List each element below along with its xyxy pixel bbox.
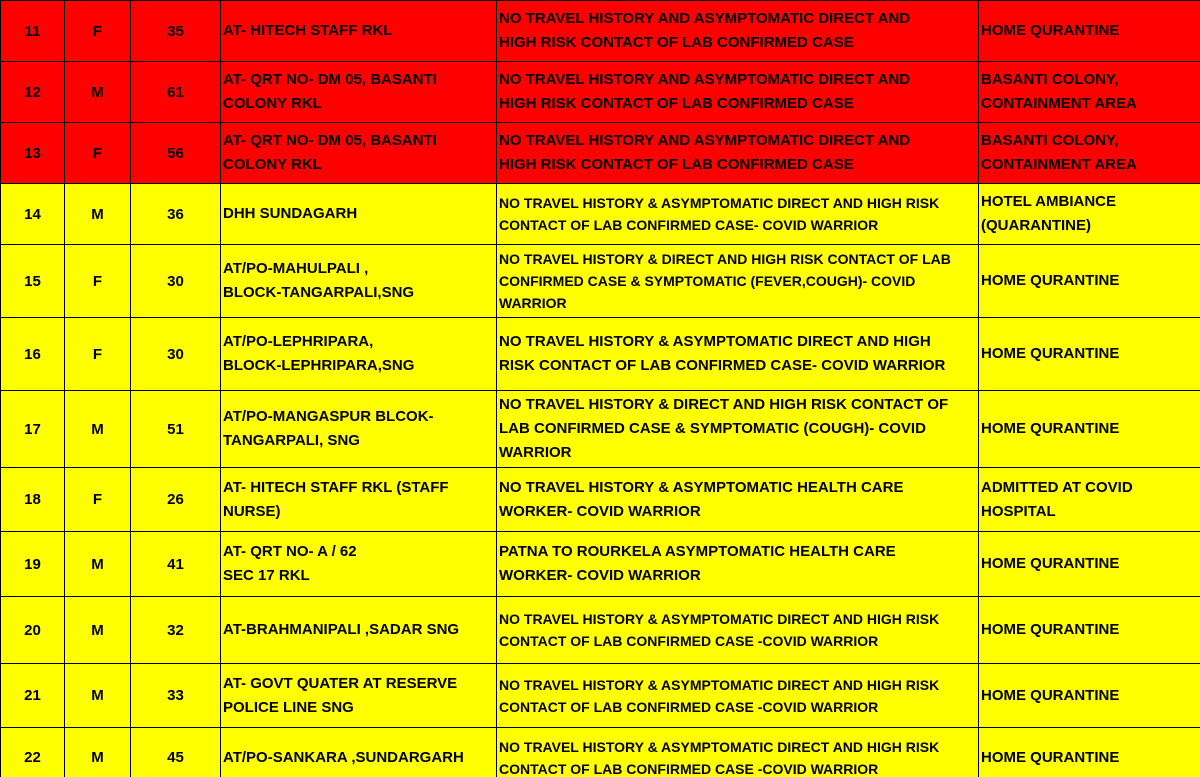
history-cell bbox=[497, 62, 979, 123]
age-cell: 56 bbox=[131, 123, 221, 184]
status-line: CONTAINMENT AREA bbox=[981, 156, 1137, 173]
sex-cell: M bbox=[65, 728, 131, 777]
history-cell bbox=[497, 468, 979, 532]
history-line: CONFIRMED CASE & SYMPTOMATIC (FEVER,COUGH)- COVID bbox=[499, 273, 916, 289]
age-cell: 36 bbox=[131, 184, 221, 245]
table-row bbox=[1, 184, 1200, 245]
address-cell bbox=[221, 1, 497, 62]
status-line: CONTAINMENT AREA bbox=[981, 95, 1137, 112]
status-cell bbox=[979, 318, 1200, 391]
table-row bbox=[1, 391, 1200, 468]
history-cell bbox=[497, 391, 979, 468]
sex-cell: F bbox=[65, 245, 131, 318]
history-cell bbox=[497, 597, 979, 664]
history-cell bbox=[497, 664, 979, 728]
status-line: (QUARANTINE) bbox=[981, 217, 1091, 234]
address-line: POLICE LINE SNG bbox=[223, 698, 354, 716]
age-cell: 30 bbox=[131, 245, 221, 318]
status-line: HOME QURANTINE bbox=[981, 420, 1120, 437]
address-line: COLONY RKL bbox=[223, 95, 322, 112]
history-line: NO TRAVEL HISTORY AND ASYMPTOMATIC DIRECT AND bbox=[499, 132, 911, 149]
status-line: BASANTI COLONY, bbox=[981, 71, 1119, 88]
address-line: AT- QRT NO- DM 05, BASANTI bbox=[223, 71, 437, 88]
sex-cell: M bbox=[65, 391, 131, 468]
history-cell bbox=[497, 123, 979, 184]
history-line: NO TRAVEL HISTORY & ASYMPTOMATIC DIRECT AND HIGH RISK bbox=[499, 738, 940, 755]
history-line: HIGH RISK CONTACT OF LAB CONFIRMED CASE bbox=[499, 156, 854, 173]
history-line: NO TRAVEL HISTORY AND ASYMPTOMATIC DIRECT AND bbox=[499, 10, 911, 27]
address-line: AT/PO-SANKARA ,SUNDARGARH bbox=[223, 748, 464, 766]
table-row bbox=[1, 123, 1200, 184]
address-line: TANGARPALI, SNG bbox=[223, 432, 360, 449]
table-row bbox=[1, 597, 1200, 664]
status-cell bbox=[979, 532, 1200, 597]
status-cell bbox=[979, 597, 1200, 664]
history-line: NO TRAVEL HISTORY & ASYMPTOMATIC DIRECT AND HIGH RISK bbox=[499, 676, 940, 693]
age-cell: 45 bbox=[131, 728, 221, 777]
address-cell bbox=[221, 62, 497, 123]
age-cell: 26 bbox=[131, 468, 221, 532]
status-line: ADMITTED AT COVID bbox=[981, 478, 1133, 496]
history-line: NO TRAVEL HISTORY & ASYMPTOMATIC HEALTH CARE bbox=[499, 478, 904, 496]
age-cell: 35 bbox=[131, 1, 221, 62]
serial-number-cell: 21 bbox=[1, 664, 65, 728]
address-line: AT/PO-MANGASPUR BLCOK- bbox=[223, 408, 434, 425]
address-cell bbox=[221, 664, 497, 728]
status-line: HOME QURANTINE bbox=[981, 686, 1120, 704]
serial-number-cell: 22 bbox=[1, 728, 65, 777]
status-line: HOTEL AMBIANCE bbox=[981, 193, 1116, 210]
age-cell: 30 bbox=[131, 318, 221, 391]
address-line: DHH SUNDAGARH bbox=[223, 205, 358, 222]
serial-number-cell: 18 bbox=[1, 468, 65, 532]
history-cell bbox=[497, 728, 979, 777]
status-line: BASANTI COLONY, bbox=[981, 132, 1119, 149]
serial-number-cell: 17 bbox=[1, 391, 65, 468]
sex-cell: F bbox=[65, 1, 131, 62]
address-cell bbox=[221, 184, 497, 245]
history-line: NO TRAVEL HISTORY & DIRECT AND HIGH RISK CONTACT OF bbox=[499, 396, 949, 413]
address-line: AT-BRAHMANIPALI ,SADAR SNG bbox=[223, 621, 460, 638]
table-row bbox=[1, 532, 1200, 597]
address-line: SEC 17 RKL bbox=[223, 567, 310, 584]
status-cell bbox=[979, 468, 1200, 532]
address-line: NURSE) bbox=[223, 502, 281, 520]
sex-cell: F bbox=[65, 468, 131, 532]
sex-cell: M bbox=[65, 664, 131, 728]
address-line: AT- HITECH STAFF RKL (STAFF bbox=[223, 478, 449, 496]
status-line: HOME QURANTINE bbox=[981, 345, 1120, 362]
history-line: NO TRAVEL HISTORY & ASYMPTOMATIC DIRECT AND HIGH bbox=[499, 333, 931, 350]
history-line: RISK CONTACT OF LAB CONFIRMED CASE- COVID WARRIOR bbox=[499, 357, 946, 374]
history-cell bbox=[497, 318, 979, 391]
status-line: HOME QURANTINE bbox=[981, 22, 1120, 39]
serial-number-cell: 15 bbox=[1, 245, 65, 318]
address-line: BLOCK-LEPHRIPARA,SNG bbox=[223, 357, 415, 374]
address-line: AT- GOVT QUATER AT RESERVE bbox=[223, 674, 458, 692]
status-line: HOSPITAL bbox=[981, 502, 1056, 520]
history-line: NO TRAVEL HISTORY & ASYMPTOMATIC DIRECT AND HIGH RISK bbox=[499, 611, 940, 627]
history-line: HIGH RISK CONTACT OF LAB CONFIRMED CASE bbox=[499, 34, 854, 51]
history-line: WORKER- COVID WARRIOR bbox=[499, 567, 701, 584]
history-line: WARRIOR bbox=[499, 444, 572, 461]
age-cell: 51 bbox=[131, 391, 221, 468]
table-row bbox=[1, 1, 1200, 62]
status-cell bbox=[979, 664, 1200, 728]
address-line: AT/PO-MAHULPALI , bbox=[223, 260, 369, 277]
address-cell bbox=[221, 123, 497, 184]
address-cell bbox=[221, 728, 497, 777]
address-line: AT/PO-LEPHRIPARA, bbox=[223, 333, 374, 350]
sex-cell: M bbox=[65, 62, 131, 123]
history-line: NO TRAVEL HISTORY & DIRECT AND HIGH RISK CONTACT OF LAB bbox=[499, 251, 951, 267]
status-line: HOME QURANTINE bbox=[981, 555, 1120, 572]
history-line: CONTACT OF LAB CONFIRMED CASE -COVID WARRIOR bbox=[499, 633, 879, 649]
status-cell bbox=[979, 123, 1200, 184]
address-line: BLOCK-TANGARPALI,SNG bbox=[223, 284, 415, 301]
sex-cell: M bbox=[65, 597, 131, 664]
status-line: HOME QURANTINE bbox=[981, 272, 1120, 289]
history-cell bbox=[497, 532, 979, 597]
address-line: AT- QRT NO- DM 05, BASANTI bbox=[223, 132, 437, 149]
age-cell: 33 bbox=[131, 664, 221, 728]
history-line: WARRIOR bbox=[499, 295, 567, 311]
address-cell bbox=[221, 597, 497, 664]
table-row bbox=[1, 318, 1200, 391]
serial-number-cell: 20 bbox=[1, 597, 65, 664]
address-cell bbox=[221, 391, 497, 468]
table-row bbox=[1, 728, 1200, 777]
status-cell bbox=[979, 1, 1200, 62]
status-cell bbox=[979, 62, 1200, 123]
status-line: HOME QURANTINE bbox=[981, 748, 1120, 766]
table-row bbox=[1, 245, 1200, 318]
age-cell: 32 bbox=[131, 597, 221, 664]
address-cell bbox=[221, 245, 497, 318]
sex-cell: M bbox=[65, 532, 131, 597]
status-cell bbox=[979, 391, 1200, 468]
address-cell bbox=[221, 468, 497, 532]
serial-number-cell: 16 bbox=[1, 318, 65, 391]
history-line: CONTACT OF LAB CONFIRMED CASE -COVID WARRIOR bbox=[499, 760, 879, 777]
history-line: CONTACT OF LAB CONFIRMED CASE- COVID WARRIOR bbox=[499, 217, 879, 233]
history-line: CONTACT OF LAB CONFIRMED CASE -COVID WARRIOR bbox=[499, 698, 879, 715]
sex-cell: F bbox=[65, 123, 131, 184]
serial-number-cell: 14 bbox=[1, 184, 65, 245]
history-line: NO TRAVEL HISTORY AND ASYMPTOMATIC DIRECT AND bbox=[499, 71, 911, 88]
status-cell bbox=[979, 245, 1200, 318]
address-line: AT- QRT NO- A / 62 bbox=[223, 543, 357, 560]
history-cell bbox=[497, 1, 979, 62]
address-line: AT- HITECH STAFF RKL bbox=[223, 22, 393, 39]
table-row bbox=[1, 664, 1200, 728]
history-cell bbox=[497, 184, 979, 245]
age-cell: 41 bbox=[131, 532, 221, 597]
status-line: HOME QURANTINE bbox=[981, 621, 1120, 638]
address-cell bbox=[221, 318, 497, 391]
status-cell bbox=[979, 728, 1200, 777]
history-line: HIGH RISK CONTACT OF LAB CONFIRMED CASE bbox=[499, 95, 854, 112]
history-line: WORKER- COVID WARRIOR bbox=[499, 502, 701, 520]
serial-number-cell: 11 bbox=[1, 1, 65, 62]
sex-cell: F bbox=[65, 318, 131, 391]
history-line: NO TRAVEL HISTORY & ASYMPTOMATIC DIRECT AND HIGH RISK bbox=[499, 195, 940, 211]
address-cell bbox=[221, 532, 497, 597]
history-line: LAB CONFIRMED CASE & SYMPTOMATIC (COUGH)- COVID bbox=[499, 420, 926, 437]
history-cell bbox=[497, 245, 979, 318]
table-row bbox=[1, 468, 1200, 532]
sex-cell: M bbox=[65, 184, 131, 245]
age-cell: 61 bbox=[131, 62, 221, 123]
address-line: COLONY RKL bbox=[223, 156, 322, 173]
serial-number-cell: 12 bbox=[1, 62, 65, 123]
serial-number-cell: 19 bbox=[1, 532, 65, 597]
status-cell bbox=[979, 184, 1200, 245]
serial-number-cell: 13 bbox=[1, 123, 65, 184]
table-row bbox=[1, 62, 1200, 123]
history-line: PATNA TO ROURKELA ASYMPTOMATIC HEALTH CARE bbox=[499, 543, 896, 560]
